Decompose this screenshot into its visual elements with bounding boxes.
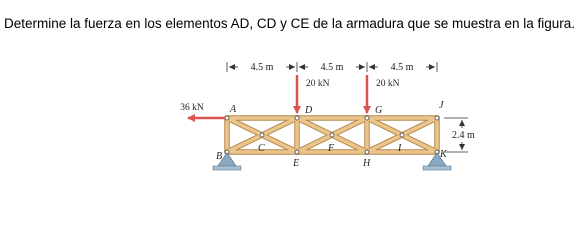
joint-label-c: C bbox=[258, 143, 265, 154]
load-label-g: 20 kN bbox=[376, 79, 400, 89]
joint-label-j: J bbox=[439, 100, 444, 111]
joint-label-a: A bbox=[230, 104, 237, 115]
joint-label-d: D bbox=[305, 105, 313, 116]
joint-label-e: E bbox=[293, 158, 300, 169]
span-label-2: 4.5 m bbox=[320, 62, 344, 73]
joint-label-i: I bbox=[398, 143, 402, 154]
load-label-d: 20 kN bbox=[306, 79, 330, 89]
joint-label-g: G bbox=[375, 105, 383, 116]
joint-label-f: F bbox=[328, 143, 335, 154]
problem-statement: Determine la fuerza en los elementos AD, CD y CE de la armadura que se muestra en la figura. bbox=[4, 16, 576, 31]
span-label-1: 4.5 m bbox=[250, 62, 274, 73]
load-label-a: 36 kN bbox=[180, 103, 204, 113]
support-k bbox=[423, 153, 451, 170]
joint-label-k: K bbox=[440, 149, 447, 160]
joint-label-b: B bbox=[216, 151, 223, 162]
span-label-3: 4.5 m bbox=[390, 62, 414, 73]
joint-label-h: H bbox=[363, 158, 371, 169]
height-label: 2.4 m bbox=[452, 130, 475, 141]
